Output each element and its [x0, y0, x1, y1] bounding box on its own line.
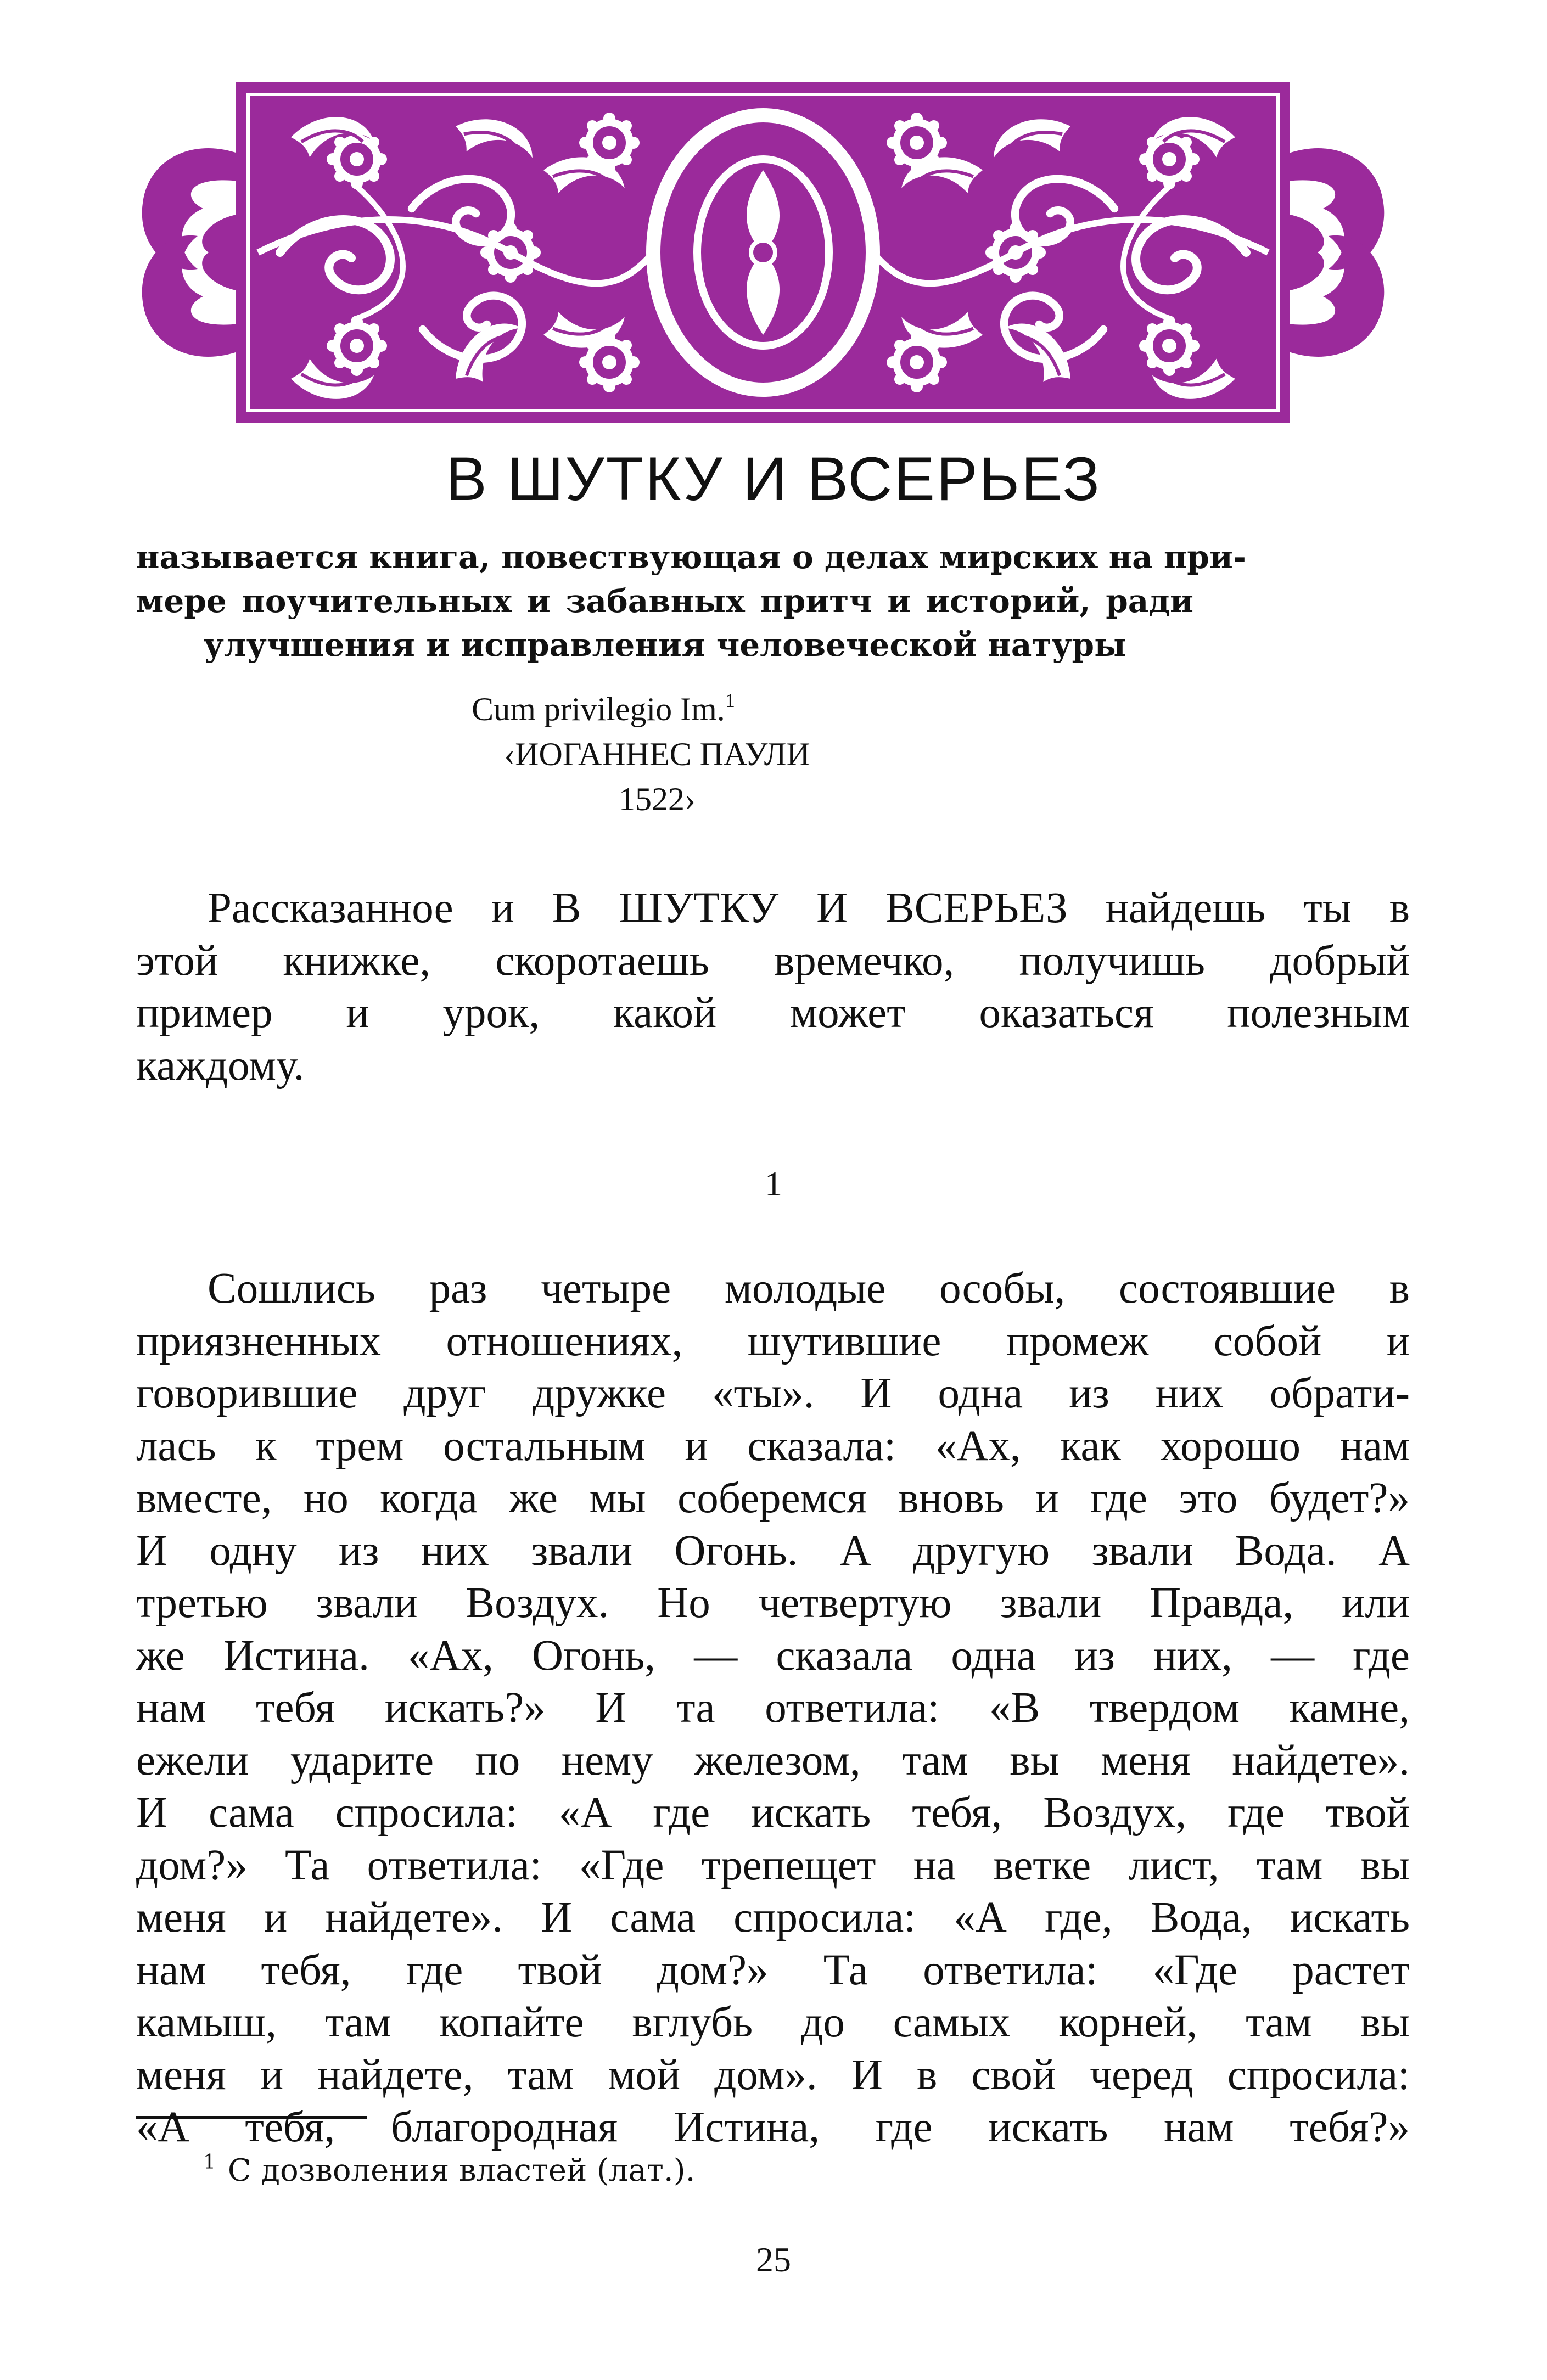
text-line: дом?» Та ответила: «Где трепещет на ветке лист, там вы — [136, 1841, 1410, 1889]
text-line: ежели ударите по нему железом, там вы меня найдете». — [136, 1736, 1410, 1784]
text-line: Рассказанное и В ШУТКУ И ВСЕРЬЕЗ найдешь ты в — [208, 884, 1410, 932]
text-line: каждому. — [136, 1041, 305, 1090]
page-number: 25 — [756, 2240, 791, 2279]
text-line: вместе, но когда же мы соберемся вновь и где это будет?» — [136, 1474, 1410, 1522]
text-line: лась к трем остальным и сказала: «Ах, как хорошо нам — [136, 1422, 1410, 1470]
imprint-author: ‹ИОГАННЕС ПАУЛИ — [504, 736, 810, 772]
text-line: «А тебя, благородная Истина, где искать нам тебя?» — [136, 2103, 1410, 2151]
subtitle-line: мере поучительных и забавных притч и историй, ради — [136, 582, 1193, 620]
text-line: говорившие друг дружке «ты». И одна из них обрати- — [136, 1369, 1410, 1417]
text-line: И одну из них звали Огонь. А другую звали Вода. А — [136, 1526, 1410, 1575]
page-title: В ШУТКУ И ВСЕРЬЕЗ — [445, 445, 1102, 513]
text-line: пример и урок, какой может оказаться полезным — [136, 989, 1410, 1037]
text-line: же Истина. «Ах, Огонь, — сказала одна из них, — где — [136, 1631, 1410, 1680]
footnote-text: С дозволения властей (лат.). — [227, 2153, 696, 2188]
text-line: приязненных отношениях, шутившие промеж собой и — [136, 1317, 1410, 1365]
text-line: этой книжке, скоротаешь времечко, получишь добрый — [136, 936, 1410, 985]
text-line: нам тебя, где твой дом?» Та ответила: «Где растет — [136, 1946, 1410, 1994]
section-number: 1 — [765, 1164, 782, 1203]
footnote-divider — [136, 2116, 367, 2119]
text-line: третью звали Воздух. Но четвертую звали Правда, или — [136, 1579, 1410, 1627]
text-line: меня и найдете, там мой дом». И в свой черед спросила: — [136, 2051, 1410, 2099]
intro-paragraph — [136, 882, 1410, 1092]
footnote-mark: 1 — [203, 2151, 216, 2174]
story-paragraph — [136, 1262, 1410, 2154]
ornament-headpiece-icon — [126, 71, 1400, 434]
subtitle — [136, 535, 1246, 667]
text-line: нам тебя искать?» И та ответила: «В твердом камне, — [136, 1684, 1410, 1732]
imprint-privilege: Cum privilegio Im.$^1$ — [472, 689, 735, 727]
subtitle-line: улучшения и исправления человеческой натуры — [203, 626, 1126, 664]
text-line: меня и найдете». И сама спросила: «А где, Вода, искать — [136, 1894, 1410, 1941]
text-line: камыш, там копайте вглубь до самых корней, там вы — [136, 1999, 1410, 2046]
footnote-mark: 1 — [725, 689, 735, 711]
subtitle-line: называется книга, повествующая о делах мирских на при- — [136, 538, 1246, 576]
imprint — [0, 678, 1547, 822]
text-line: И сама спросила: «А где искать тебя, Воздух, где твой — [136, 1789, 1410, 1837]
footnote — [203, 2141, 695, 2193]
imprint-year: 1522› — [619, 781, 696, 817]
text-line: Сошлись раз четыре молодые особы, состоявшие в — [208, 1265, 1410, 1312]
